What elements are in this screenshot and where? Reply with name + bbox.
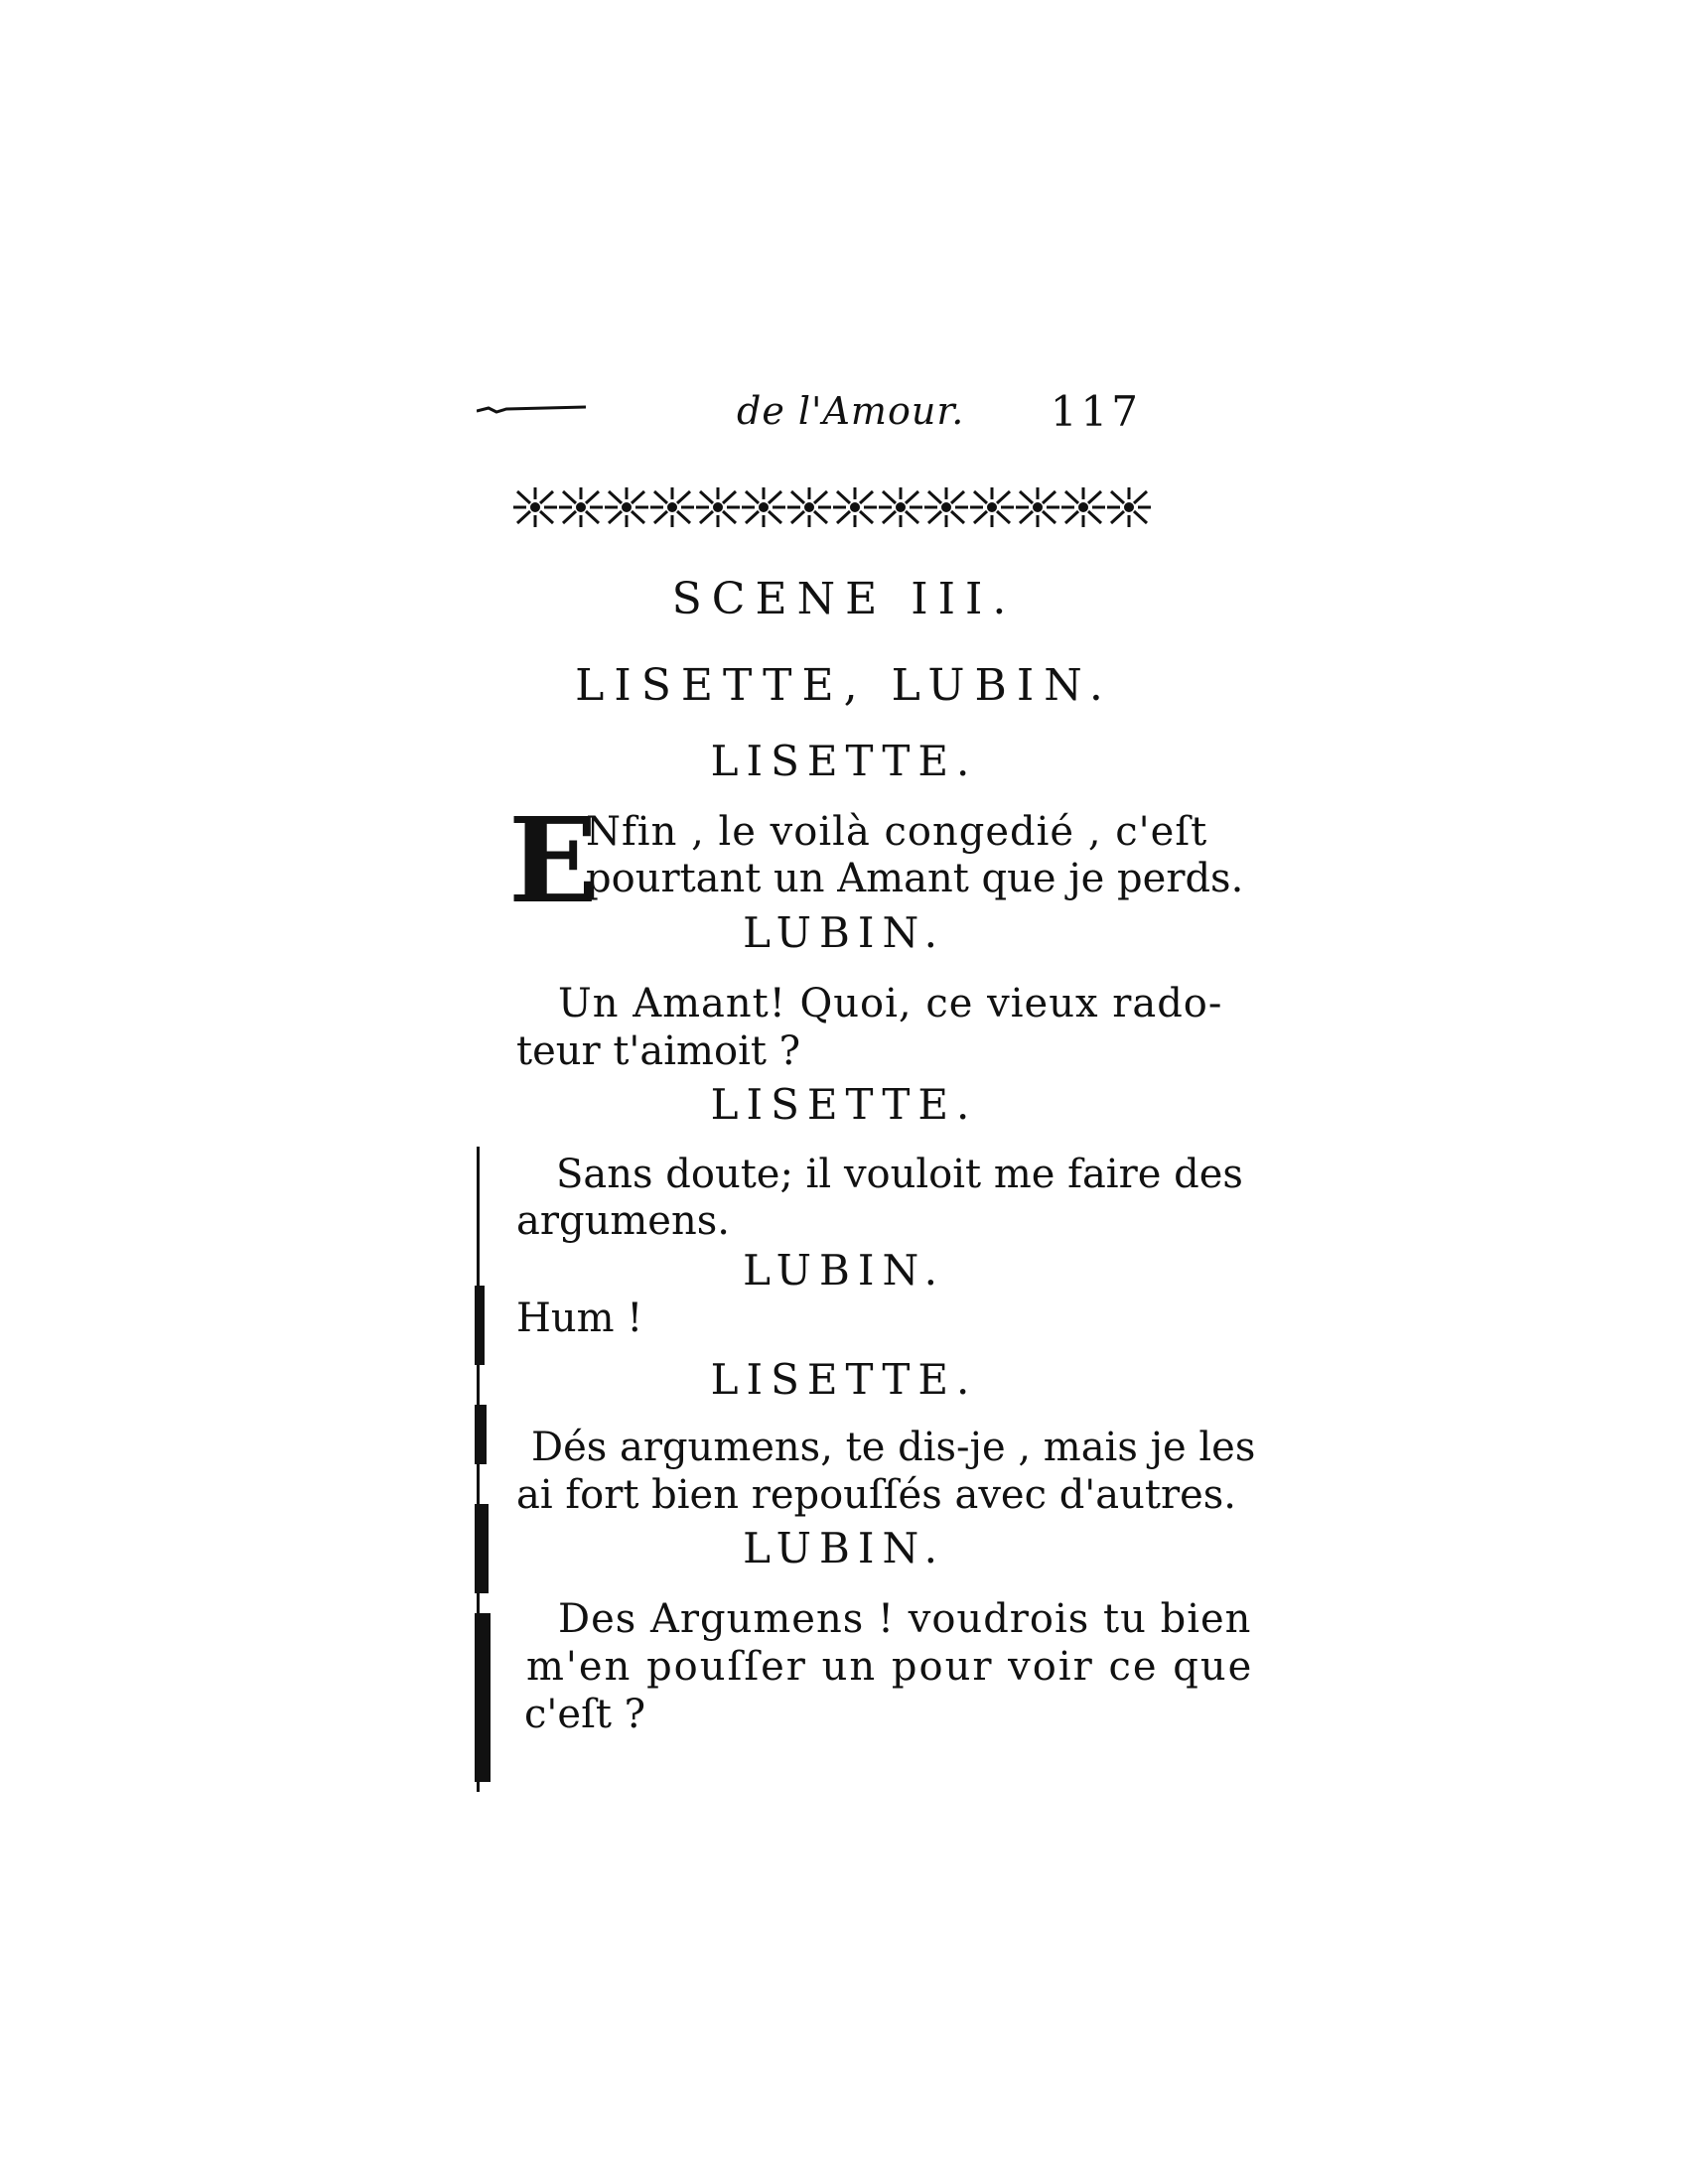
running-title: de l'Amour.	[737, 389, 965, 433]
dialogue-line: pourtant un Amant que je perds.	[586, 856, 1244, 901]
dialogue-line: Hum !	[516, 1296, 643, 1341]
speaker-name: LISETTE.	[710, 1355, 978, 1404]
dialogue-line: c'eſt ?	[524, 1692, 646, 1737]
dialogue-line: argumens.	[516, 1198, 730, 1244]
dialogue-line: Des Argumens ! voudrois tu bien	[558, 1596, 1252, 1642]
dialogue-line: Nfin , le voilà congedié , c'eſt	[586, 809, 1208, 855]
running-header	[477, 387, 1172, 447]
gutter-shadow-icon	[475, 1147, 504, 1792]
speaker-name: LUBIN.	[743, 1524, 945, 1572]
drop-cap: E	[508, 791, 598, 929]
speaker-name: LISETTE.	[710, 1080, 978, 1129]
scene-characters: LISETTE, LUBIN.	[575, 660, 1113, 711]
dialogue-line: m'en pouſſer un pour voir ce que	[526, 1644, 1254, 1690]
speaker-name: LISETTE.	[710, 737, 978, 785]
speaker-name: LUBIN.	[743, 1246, 945, 1295]
dialogue-line: Dés argumens, te dis-je , mais je les	[531, 1425, 1256, 1470]
dialogue-line: teur t'aimoit ?	[516, 1028, 801, 1074]
page-number: 117	[1050, 387, 1142, 436]
ornament-band-icon	[511, 482, 1157, 532]
dialogue-line: Sans doute; il vouloit me faire des	[556, 1152, 1243, 1197]
speaker-name: LUBIN.	[743, 908, 945, 957]
dialogue-line: ai fort bien repouſſés avec d'autres.	[516, 1472, 1237, 1518]
dialogue-line: Un Amant! Quoi, ce vieux rado-	[558, 981, 1223, 1026]
rule-flourish-icon	[477, 405, 586, 415]
scene-heading: SCENE III.	[671, 574, 1017, 624]
